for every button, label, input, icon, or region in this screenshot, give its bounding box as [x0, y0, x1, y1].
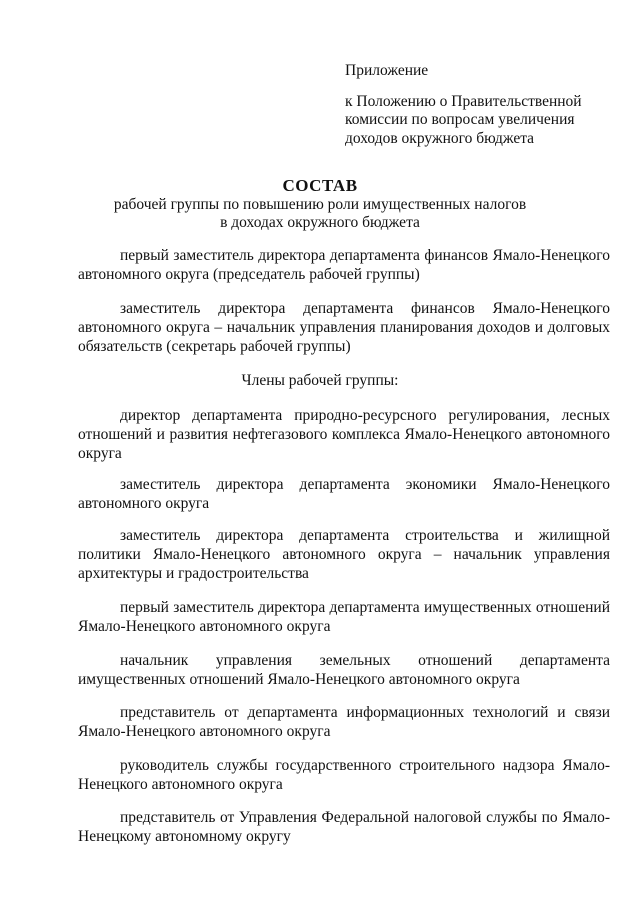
appendix-label: Приложение: [345, 62, 429, 79]
member-entry-8: представитель от Управления Федеральной налоговой службы по Ямало-Ненецкому автономному округу: [78, 809, 610, 845]
member-entry-3: заместитель директора департамента строительства и жилищной политики Ямало-Ненецкого автономного округа – начальник управления архитектуры и градостроительства: [78, 527, 610, 582]
member-entry-6: представитель от департамента информационных технологий и связи Ямало-Ненецкого автономного округа: [78, 704, 610, 740]
member-entry-7: руководитель службы государственного строительного надзора Ямало-Ненецкого автономного округа: [78, 757, 610, 793]
members-heading: Члены рабочей группы:: [241, 372, 399, 389]
member-entry-4: первый заместитель директора департамента имущественных отношений Ямало-Ненецкого автономного округа: [78, 599, 610, 635]
title-subtitle-line-1: рабочей группы по повышению роли имущественных налогов: [113, 196, 527, 213]
member-entry-5: начальник управления земельных отношений департамента имущественных отношений Ямало-Ненецкого автономного округа: [78, 652, 610, 688]
member-entry-1: директор департамента природно-ресурсного регулирования, лесных отношений и развития нефтегазового комплекса Ямало-Ненецкого автономного округа: [78, 407, 610, 462]
document-title: [40, 176, 600, 232]
title-subtitle-line-2: в доходах окружного бюджета: [220, 214, 420, 231]
member-entry-2: заместитель директора департамента экономики Ямало-Ненецкого автономного округа: [78, 476, 610, 512]
chair-entry: первый заместитель директора департамента финансов Ямало-Ненецкого автономного округа (председатель рабочей группы): [78, 247, 610, 283]
appendix-basis: к Положению о Правительственной комиссии по вопросам увеличения доходов окружного бюджета: [345, 92, 582, 147]
appendix-block: [345, 62, 615, 148]
secretary-entry: заместитель директора департамента финансов Ямало-Ненецкого автономного округа – начальник управления планирования доходов и долговых обязательств (секретарь рабочей группы): [78, 300, 610, 355]
title-heading: СОСТАВ: [282, 176, 358, 195]
